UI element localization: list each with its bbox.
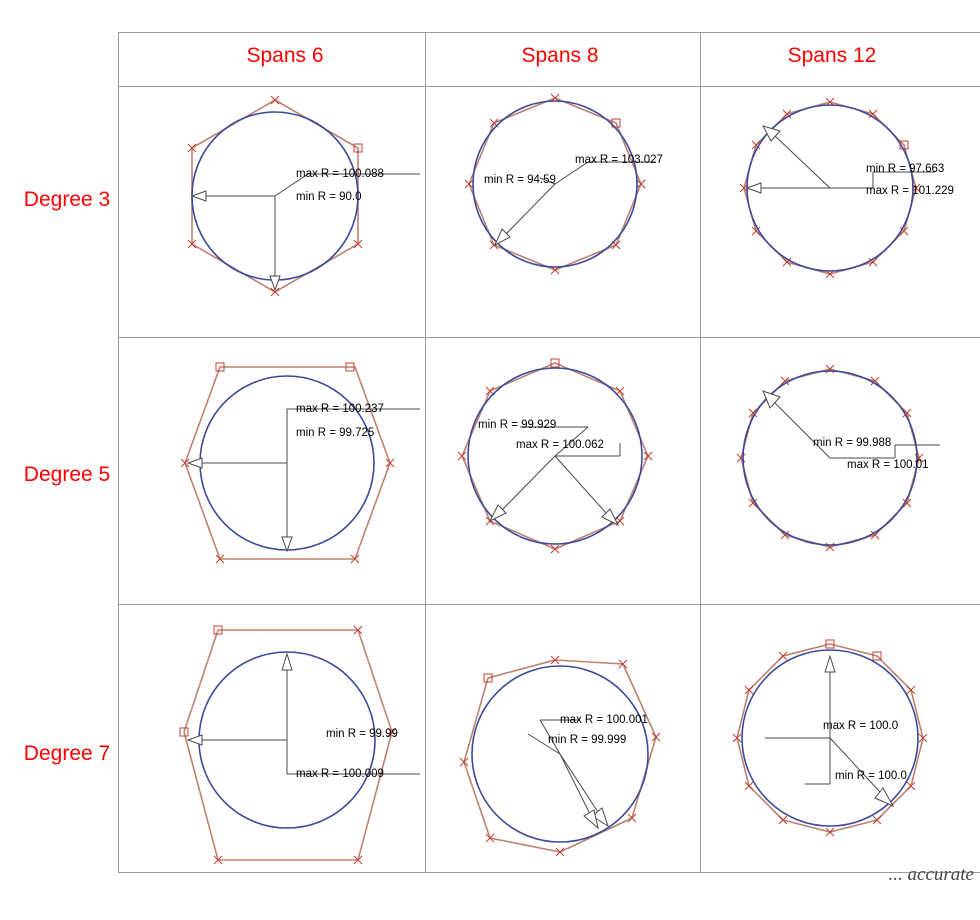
min-radius-arrow xyxy=(188,735,287,745)
max-radius-label: max R = 100.088 xyxy=(296,168,384,180)
max-radius-label: max R = 100.001 xyxy=(560,714,648,726)
max-radius-label: max R = 100.0 xyxy=(823,720,899,732)
cell-degree3-spans8 xyxy=(420,90,700,358)
cell-degree3-spans6 xyxy=(140,90,420,358)
min-radius-label: min R = 99.999 xyxy=(548,734,627,746)
grid-line-horizontal xyxy=(118,86,980,87)
min-radius-arrow xyxy=(495,184,555,245)
max-radius-arrow xyxy=(282,463,292,551)
row-header-degree-3: Degree 3 xyxy=(23,188,111,211)
min-radius-label: min R = 94.59 xyxy=(484,174,556,186)
polygon-degree7-spans8 xyxy=(464,660,656,852)
cell-degree7-spans8 xyxy=(420,612,700,880)
min-radius-label: min R = 97.663 xyxy=(866,163,945,175)
control-point-markers xyxy=(460,656,660,856)
column-header-spans-6: Spans 6 xyxy=(246,44,324,67)
min-radius-arrow xyxy=(747,183,830,193)
max-radius-label: max R = 100.009 xyxy=(296,768,384,780)
max-radius-label: max R = 101.229 xyxy=(866,185,954,197)
column-header-spans-12: Spans 12 xyxy=(787,44,877,67)
cell-degree7-spans6 xyxy=(140,612,420,880)
min-radius-arrow xyxy=(490,456,555,521)
min-radius-label: min R = 90.0 xyxy=(296,191,362,203)
min-radius-label: min R = 99.99 xyxy=(326,728,398,740)
min-radius-label: min R = 100.0 xyxy=(835,770,907,782)
cell-degree3-spans12 xyxy=(695,90,975,358)
max-radius-arrow xyxy=(560,754,608,826)
leader-lines xyxy=(765,738,830,784)
cell-degree5-spans8 xyxy=(420,345,700,613)
max-radius-arrow xyxy=(763,126,830,188)
row-header-degree-7: Degree 7 xyxy=(23,742,111,765)
min-radius-arrow xyxy=(560,754,598,828)
max-radius-arrow xyxy=(555,456,618,525)
min-radius-label: min R = 99.725 xyxy=(296,427,375,439)
grid-line-horizontal xyxy=(118,32,980,33)
footnote-text: ... accurate xyxy=(888,864,974,885)
column-header-spans-8: Spans 8 xyxy=(521,44,599,67)
max-radius-arrow xyxy=(282,654,292,740)
cell-degree5-spans12 xyxy=(695,345,975,613)
min-radius-label: min R = 99.988 xyxy=(813,437,892,449)
min-radius-arrow xyxy=(188,458,287,468)
min-radius-label: min R = 99.929 xyxy=(478,419,557,431)
max-radius-label: max R = 103.027 xyxy=(575,154,663,166)
min-radius-arrow xyxy=(192,191,275,201)
cell-degree7-spans12 xyxy=(695,612,975,880)
max-radius-label: max R = 100.01 xyxy=(847,459,929,471)
max-radius-label: max R = 100.237 xyxy=(296,403,384,415)
max-radius-arrow xyxy=(270,196,280,290)
row-header-degree-5: Degree 5 xyxy=(23,463,111,486)
cell-degree5-spans6 xyxy=(140,345,420,613)
max-radius-label: max R = 100.062 xyxy=(516,439,604,451)
